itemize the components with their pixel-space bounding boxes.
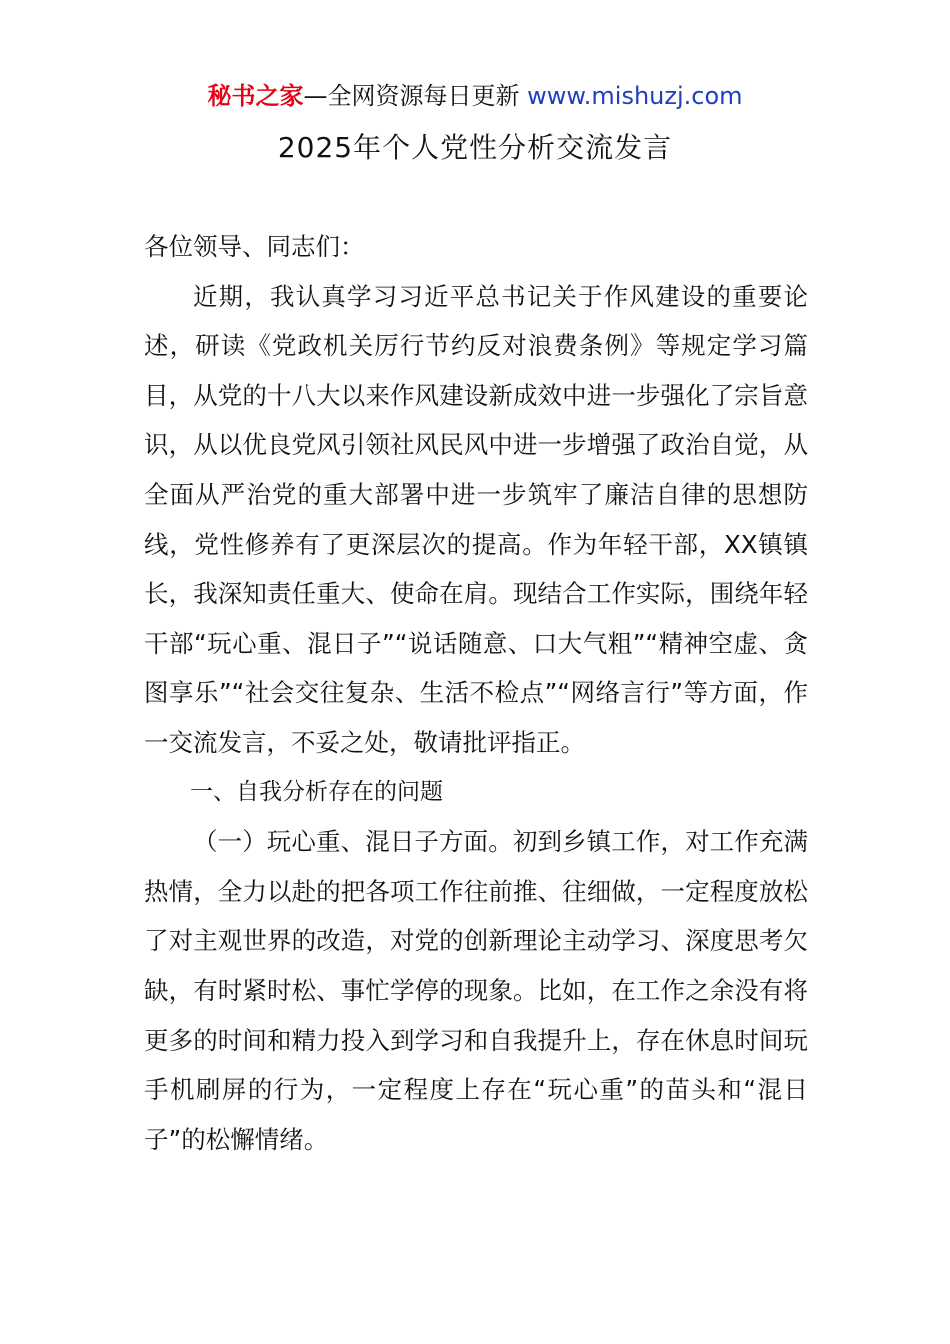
intro-paragraph: 近期，我认真学习习近平总书记关于作风建设的重要论述，研读《党政机关厉行节约反对浪费条例》等规定学习篇目，从党的十八大以来作风建设新成效中进一步强化了宗旨意识，从以优良党风引领社风民风中进一步增强了政治自觉，从全面从严治党的重大部署中进一步筑牢了廉洁自律的思想防线，党性修养有了更深层次的提高。作为年轻干部，XX镇镇长，我深知责任重大、使命在肩。现结合工作实际，围绕年轻干部“玩心重、混日子”“说话随意、口大气粗”“精神空虚、贪图享乐”“社会交往复杂、生活不检点”“网络言行”等方面，作一交流发言，不妥之处，敬请批评指正。 [144, 281, 808, 757]
site-url-link[interactable]: www.mishuzj.com [527, 82, 743, 110]
site-tagline: —全网资源每日更新 [303, 82, 528, 110]
section-heading: 一、自我分析存在的问题 [190, 778, 443, 805]
salutation: 各位领导、同志们： [144, 232, 365, 261]
site-brand: 秘书之家 [207, 82, 304, 110]
site-header [0, 80, 950, 112]
document-body [144, 222, 808, 1164]
section-paragraph: （一）玩心重、混日子方面。初到乡镇工作，对工作充满热情，全力以赴的把各项工作往前推、往细做，一定程度放松了对主观世界的改造，对党的创新理论主动学习、深度思考欠缺，有时紧时松、事忙学停的现象。比如，在工作之余没有将更多的时间和精力投入到学习和自我提升上，存在休息时间玩手机刷屏的行为，一定程度上存在“玩心重”的苗头和“混日子”的松懈情绪。 [144, 827, 808, 1154]
document-title: 2025年个人党性分析交流发言 [277, 131, 673, 164]
